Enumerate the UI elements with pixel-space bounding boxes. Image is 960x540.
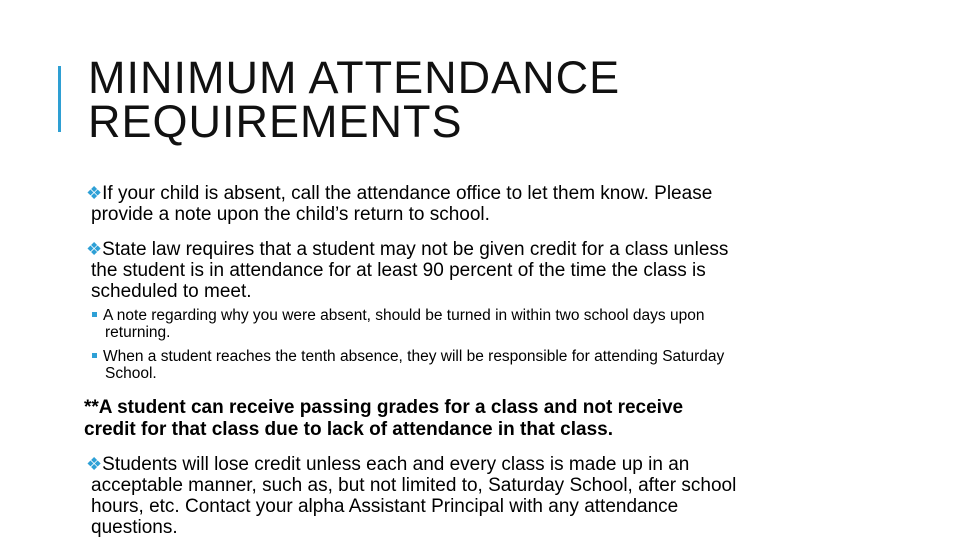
sub-1-line-1: A note regarding why you were absent, should be turned in within two school days upon	[103, 307, 705, 324]
bullet-3-line-3: hours, etc. Contact your alpha Assistant Principal with any attendance	[91, 496, 679, 517]
sub-bullet-1	[92, 307, 704, 341]
diamond-bullet-icon: ❖	[86, 454, 103, 474]
bullet-3-line-2: acceptable manner, such as, but not limited to, Saturday School, after school	[91, 475, 737, 496]
sub-1-line-2: returning.	[105, 324, 171, 341]
note-line-2: credit for that class due to lack of attendance in that class.	[84, 419, 613, 440]
bullet-3-line-4: questions.	[91, 517, 178, 538]
square-bullet-icon	[92, 312, 97, 317]
sub-2-line-1: When a student reaches the tenth absence, they will be responsible for attending Saturday	[103, 348, 725, 365]
bullet-2-line-2: the student is in attendance for at least 90 percent of the time the class is	[91, 260, 706, 281]
important-note	[84, 397, 683, 441]
bullet-item-2	[86, 239, 728, 302]
sub-2-line-2: School.	[105, 365, 157, 382]
square-bullet-icon	[92, 353, 97, 358]
bullet-item-3	[86, 454, 736, 538]
title-line-1: MINIMUM ATTENDANCE	[88, 52, 621, 103]
title-line-2: REQUIREMENTS	[88, 96, 463, 147]
bullet-2-line-1: State law requires that a student may not be given credit for a class unless	[102, 239, 729, 260]
diamond-bullet-icon: ❖	[86, 239, 103, 259]
bullet-1-line-2: provide a note upon the child’s return to school.	[91, 204, 490, 225]
note-line-1: **A student can receive passing grades for a class and not receive	[84, 397, 684, 418]
sub-bullet-2	[92, 348, 724, 382]
bullet-3-line-1: Students will lose credit unless each and every class is made up in an	[102, 454, 690, 475]
diamond-bullet-icon: ❖	[86, 183, 103, 203]
bullet-1-line-1: If your child is absent, call the attendance office to let them know. Please	[102, 183, 713, 204]
bullet-2-line-3: scheduled to meet.	[91, 281, 252, 302]
bullet-item-1	[86, 183, 712, 225]
